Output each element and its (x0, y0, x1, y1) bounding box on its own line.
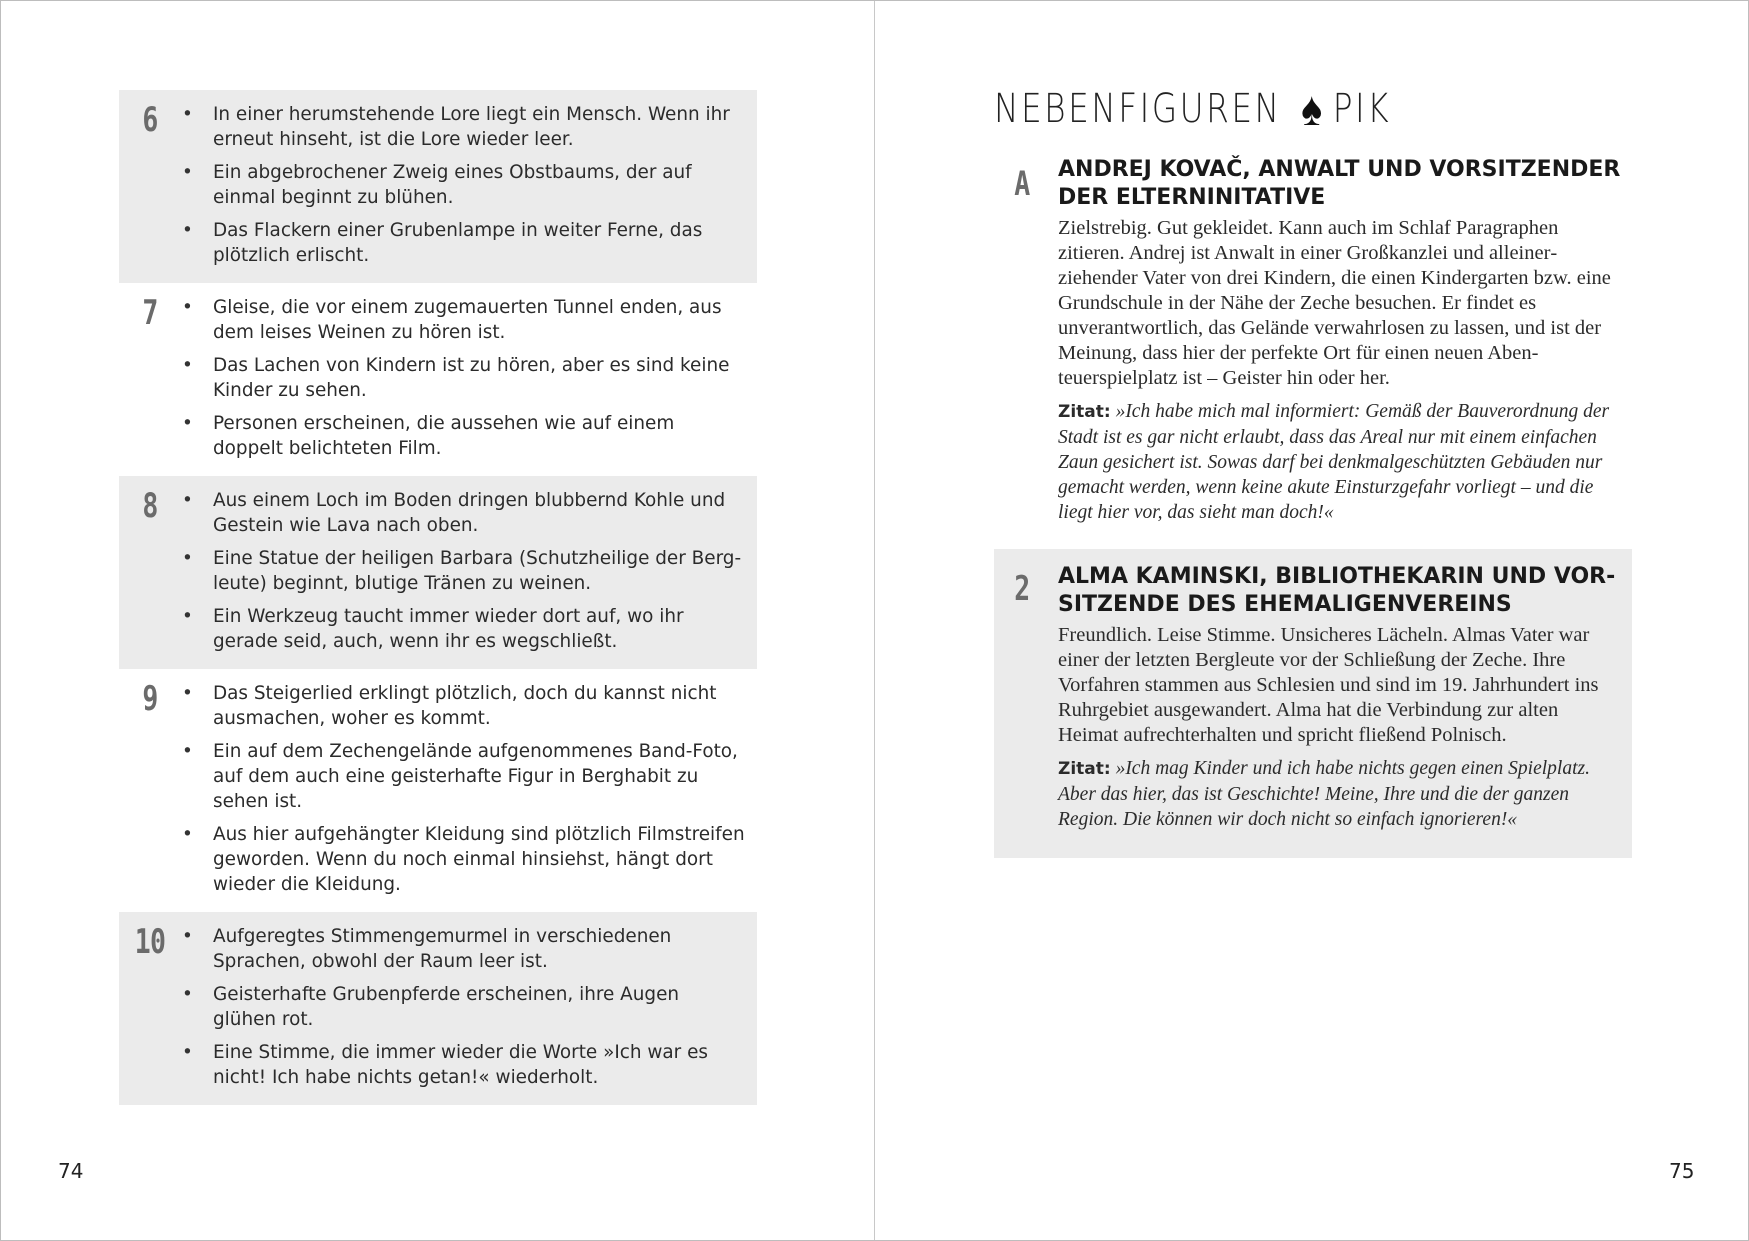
character-entry (994, 156, 1632, 533)
bullet-list (119, 102, 747, 268)
list-item: • Aus hier aufgehängter Kleidung sind plötzlich Filmstreifen geworden. Wenn du noch einmal hinsiehst, hängt dort wieder die Kleidung. (213, 822, 747, 897)
page-gutter (874, 1, 875, 1240)
character-entry (994, 549, 1632, 858)
table-row (119, 476, 757, 669)
heading-right: PIK (1332, 86, 1392, 132)
heading-left: NEBENFIGUREN (994, 86, 1282, 132)
row-number: 10 (134, 922, 166, 962)
table-row (119, 283, 757, 476)
table-row (119, 669, 757, 912)
list-item: • Ein Werkzeug taucht immer wieder dort auf, wo ihr gerade seid, auch, wenn ihr es wegschließt. (213, 604, 747, 654)
table-row (119, 90, 757, 283)
bullet-list (119, 924, 747, 1090)
character-quote (1058, 756, 1622, 832)
list-item: • In einer herumstehende Lore liegt ein Mensch. Wenn ihr erneut hinseht, ist die Lore wieder leer. (213, 102, 747, 152)
row-number: 6 (142, 100, 158, 140)
list-item: • Aus einem Loch im Boden dringen blubbernd Kohle und Gestein wie Lava nach oben. (213, 488, 747, 538)
spade-icon: ♠ (1301, 81, 1325, 137)
list-item: • Geisterhafte Grubenpferde erscheinen, ihre Augen glühen rot. (213, 982, 747, 1032)
character-name: ALMA KAMINSKI, BIBLIOTHEKARIN UND VORSITZENDE DES EHEMALIGENVEREINS (1058, 564, 1616, 617)
list-item: • Ein abgebrochener Zweig eines Obstbaums, der auf einmal beginnt zu blühen. (213, 160, 747, 210)
bullet-list (119, 681, 747, 897)
character-quote (1058, 399, 1622, 525)
list-item: • Eine Stimme, die immer wieder die Worte »Ich war es nicht! Ich habe nichts getan!« wiederholt. (213, 1040, 747, 1090)
bullet-list (119, 295, 747, 461)
quote-text: »Ich mag Kinder und ich habe nichts gegen einen Spielplatz. Aber das hier, das ist Geschichte! Meine, Ihre und die der ganzen Region. Die können wir doch nicht so einfach ignorieren!« (1058, 758, 1590, 830)
character-description: Zielstrebig. Gut gekleidet. Kann auch im Schlaf Paragraphen zitieren. Andrej ist Anwalt in einer Großkanzlei und alleinerziehender Vater von drei Kindern, die einen Kindergarten bzw. eine Grundschule in der Nähe der Zeche besuchen. Er findet es unverantwortlich, das Gelände verwahrlosen zu lassen, und ist der Meinung, dass hier der perfekte Ort für einen neuen Abenteuerspielplatz ist – Geister hin oder her. (1058, 217, 1611, 389)
list-item: • Das Steigerlied erklingt plötzlich, doch du kannst nicht ausmachen, woher es kommt. (213, 681, 747, 731)
page-title (994, 81, 1391, 137)
page-number-left: 74 (58, 1159, 84, 1183)
character-name: ANDREJ KOVAČ, ANWALT UND VORSITZENDER DER ELTERNINITATIVE (1058, 157, 1621, 210)
character-description: Freundlich. Leise Stimme. Unsicheres Lächeln. Almas Vater war einer der letzten Bergleute vor der Schließung der Zeche. Ihre Vorfahren stammen aus Schlesien und sind im 19. Jahrhundert ins Ruhrgebiet ausgewandert. Alma hat die Verbindung zur alten Heimat aufrechterhalten und spricht fließend Polnisch. (1058, 624, 1599, 746)
page-number-right: 75 (1669, 1159, 1695, 1183)
list-item: • Ein auf dem Zechengelände aufgenommenes Band-Foto, auf dem auch eine geisterhafte Figur in Berghabit zu sehen ist. (213, 739, 747, 814)
list-item: • Eine Statue der heiligen Barbara (Schutzheilige der Bergleute) beginnt, blutige Tränen zu weinen. (213, 546, 747, 596)
list-item: • Personen erscheinen, die aussehen wie auf einem doppelt belichteten Film. (213, 411, 747, 461)
quote-label: Zitat: (1058, 402, 1111, 422)
row-number: 7 (142, 293, 158, 333)
list-item: • Das Lachen von Kindern ist zu hören, aber es sind keine Kinder zu sehen. (213, 353, 747, 403)
character-letter: A (1014, 164, 1031, 204)
quote-label: Zitat: (1058, 759, 1111, 779)
table-row (119, 912, 757, 1105)
bullet-list (119, 488, 747, 654)
row-number: 9 (142, 679, 158, 719)
list-item: • Gleise, die vor einem zugemauerten Tunnel enden, aus dem leises Weinen zu hören ist. (213, 295, 747, 345)
list-item: • Das Flackern einer Grubenlampe in weiter Ferne, das plötzlich erlischt. (213, 218, 747, 268)
character-letter: 2 (1014, 569, 1031, 609)
encounter-table (119, 90, 757, 1105)
list-item: • Aufgeregtes Stimmengemurmel in verschiedenen Sprachen, obwohl der Raum leer ist. (213, 924, 747, 974)
row-number: 8 (142, 486, 158, 526)
quote-text: »Ich habe mich mal informiert: Gemäß der Bauverordnung der Stadt ist es gar nicht erlaubt, dass das Areal nur mit einem einfachen Zaun gesichert ist. Sowas darf bei denkmalgeschützten Gebäuden nur gemacht werden, wenn keine akute Einsturzgefahr vorliegt – und die liegt hier vor, das sieht man doch!« (1058, 401, 1610, 523)
